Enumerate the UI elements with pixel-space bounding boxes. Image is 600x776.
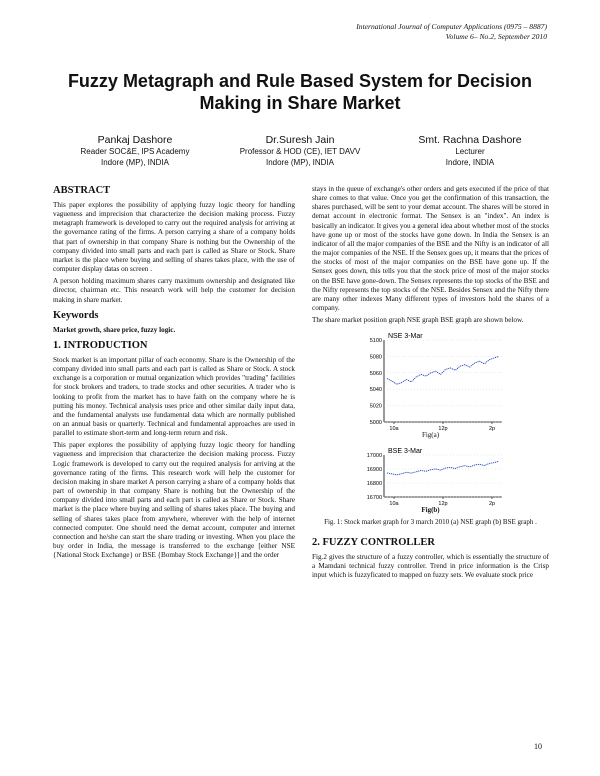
author-location: Indore, INDIA bbox=[445, 157, 495, 167]
x-tick-label: 10a bbox=[388, 501, 399, 507]
journal-volume: Volume 6– No.2, September 2010 bbox=[445, 31, 547, 41]
figure-a-label: Fig(a) bbox=[421, 431, 440, 440]
section-2-heading: 2. FUZZY CONTROLLER bbox=[312, 536, 436, 548]
chart-title: NSE 3-Mar bbox=[387, 333, 423, 341]
figure-b bbox=[356, 446, 506, 515]
x-tick-label: 2p bbox=[488, 426, 495, 432]
page-number: 10 bbox=[534, 742, 542, 751]
author-location: Indore (MP), INDIA bbox=[100, 157, 169, 167]
abstract-heading: ABSTRACT bbox=[53, 185, 111, 196]
author-2 bbox=[225, 133, 375, 168]
author-affiliation: Lecturer bbox=[455, 147, 485, 156]
author-name: Dr.Suresh Jain bbox=[265, 134, 335, 146]
title-line-1: Fuzzy Metagraph and Rule Based System for Decision bbox=[67, 71, 533, 91]
author-affiliation: Professor & HOD (CE), IET DAVV bbox=[239, 147, 361, 156]
graph-intro-paragraph: The share market position graph NSE graph BSE graph are shown below. bbox=[312, 316, 524, 325]
abstract-paragraph-2: A person holding maximum shares carry maximum ownership and designated like director, chairman etc. This research work will help the customer for decision making in share market. bbox=[53, 277, 295, 304]
journal-header bbox=[356, 22, 547, 41]
journal-name: International Journal of Computer Applications (0975 – 8887) bbox=[356, 22, 547, 31]
keywords-text: Market growth, share price, fuzzy logic. bbox=[53, 325, 176, 334]
author-3 bbox=[395, 133, 545, 168]
y-tick-label: 5040 bbox=[369, 387, 382, 394]
introduction-paragraph-2: This paper explores the possibility of applying fuzzy logic theory for handling vagueness and imprecision that characterize the decision making process. Fuzzy Logic framework is developed to carry out the required analysis for arriving at the governance rating of the firms. This research work will help the customer for decision making in share market A person carrying a share of a company holds that part of ownership in that company Share is nothing but the Ownership of the company divided into small parts and each part is called as Share or Stock. Share market is the place where buying and selling of shares takes place. The buying and selling of shares takes place from anywhere, wherever with the help of internet connected computer. One should need the demat account, computer and internet connection and he/she can start the share trading or investing. When you place the buy order in India, the message is transferred to the exchange [either NSE {National Stock Exchange} or BSE {Bombay Stock Exchange}] and the order bbox=[53, 441, 295, 560]
x-tick-label: 2p bbox=[488, 501, 495, 507]
bse-chart bbox=[356, 446, 506, 506]
author-location: Indore (MP), INDIA bbox=[265, 157, 334, 167]
body-paragraph: stays in the queue of exchange's other orders and gets executed if the price of that share comes to that value. Once you get the confirmation of this transaction, the shares purchased, will be sent to your demat account. The shares will be stored in demat account in electronic format. The Sensex is an "index". An index is basically an indicator. It gives you a general idea about whether most of the stocks have gone up or most of the stocks have gone down. In India the Sensex is an indicator of all the major companies of the BSE and the Nifty is an indicator of all the major companies of the NSE. If the Sensex goes up, it means that the prices of the stocks of most of the major companies on the BSE have gone up. If the Sensex goes down, this tells you that the stock price of most of the major stocks on the BSE have gone-down. The Sensex represents the top stocks of the BSE and the Nifty represents the top stocks of the NSE. Besides Sensex and the Nifty there are many other indexes Many different types of investors hold the shares of a company. bbox=[312, 185, 549, 313]
y-tick-label: 16700 bbox=[366, 495, 382, 502]
author-name: Pankaj Dashore bbox=[97, 134, 173, 146]
paper-title bbox=[40, 70, 560, 114]
introduction-paragraph-1: Stock market is an important pillar of each economy. Share is the Ownership of the company divided into small parts and each part is called as Share or Stock. A stock exchange is a corporation or mutual organization which provides "trading" facilities for stock brokers and traders, to trade stocks and other securities. A trader who is looking to profit from the market has to have faith on the company where he is putting his money. Technical analysis uses price and other similar daily input data, and the fundamental analysts use fundamental data which are normally published on an annual basis or quarterly. Technical and fundamental approaches are used in parallel to estimate short-term and long-term return and risk. bbox=[53, 355, 295, 438]
y-tick-label: 17000 bbox=[366, 453, 382, 460]
nse-chart bbox=[356, 331, 506, 431]
y-tick-label: 5060 bbox=[369, 371, 382, 378]
author-name: Smt. Rachna Dashore bbox=[418, 134, 522, 146]
y-tick-label: 5000 bbox=[369, 420, 382, 427]
left-column bbox=[53, 185, 295, 563]
introduction-heading: 1. INTRODUCTION bbox=[53, 339, 148, 351]
right-column bbox=[312, 185, 549, 583]
x-tick-label: 12p bbox=[437, 501, 448, 507]
y-tick-label: 5100 bbox=[369, 338, 382, 345]
chart-title: BSE 3-Mar bbox=[387, 448, 422, 456]
series-line bbox=[387, 462, 499, 476]
figure-b-label: Fig(b) bbox=[421, 506, 440, 515]
abstract-paragraph-1: This paper explores the possibility of applying fuzzy logic theory for handling vagueness and imprecision that characterize the decision making process. Fuzzy metagraph framework is developed to carry out the required analysis for arriving at the governance rating of the firms. A person carrying a share of a company holds that part of ownership in that company Share is nothing but the Ownership of the company divided into small parts and each part is called as Share or Stock. Share market is the place where buying and selling of shares takes place, with the use of computer display datas on screen . bbox=[53, 201, 295, 274]
section-2-paragraph: Fig.2 gives the structure of a fuzzy controller, which is essentially the structure of a Mamdani technical fuzzy controller. Trend in price information is the Crisp input which is fuzzyficated to mapped on fuzzy sets. We evaluate stock price bbox=[312, 552, 549, 579]
keywords-heading: Keywords bbox=[53, 309, 99, 321]
y-tick-label: 5020 bbox=[369, 403, 382, 410]
y-tick-label: 5080 bbox=[369, 354, 382, 361]
title-line-2: Making in Share Market bbox=[199, 93, 401, 113]
x-tick-label: 12p bbox=[437, 426, 448, 432]
y-tick-label: 16900 bbox=[366, 467, 382, 474]
figure-a bbox=[356, 331, 506, 440]
x-tick-label: 10a bbox=[388, 426, 399, 432]
series-line bbox=[387, 357, 499, 385]
y-tick-label: 16800 bbox=[366, 481, 382, 488]
author-1 bbox=[60, 133, 210, 168]
author-affiliation: Reader SOC&E, IPS Academy bbox=[80, 147, 190, 156]
figure-caption: Fig. 1: Stock market graph for 3 march 2010 (a) NSE graph (b) BSE graph . bbox=[324, 517, 537, 526]
